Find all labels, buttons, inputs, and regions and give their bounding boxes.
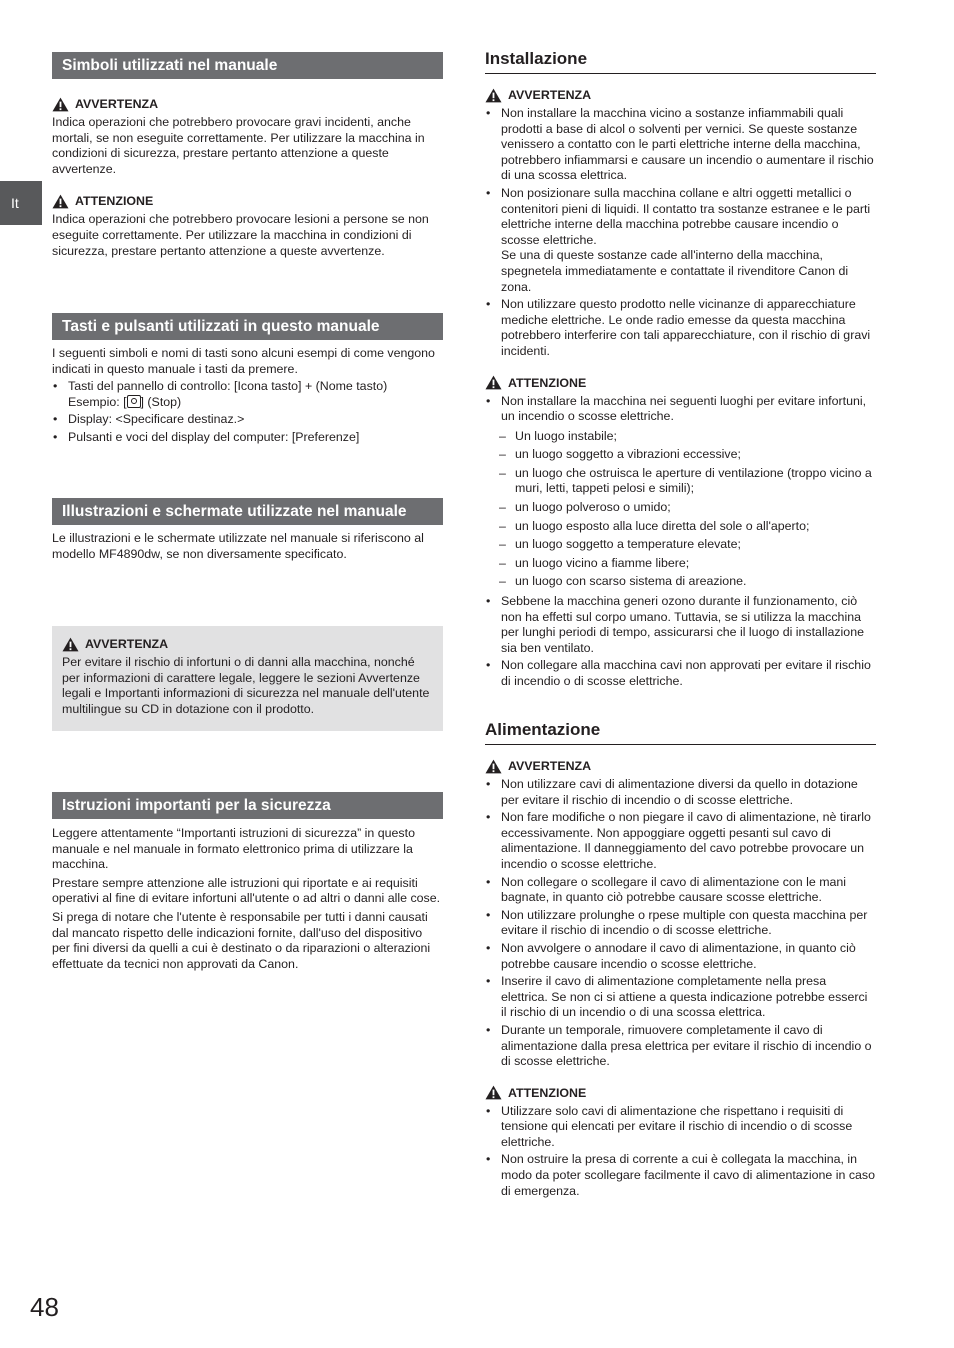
section-title: Simboli utilizzati nel manuale bbox=[52, 52, 443, 79]
section-heading: Installazione bbox=[485, 49, 876, 74]
list-item: – un luogo soggetto a temperature elevate; bbox=[485, 537, 876, 553]
list-item: • Non collegare o scollegare il cavo di alimentazione con le mani bagnate, in quanto ciò potrebbe causare scosse elettriche. bbox=[485, 875, 876, 906]
list-item: • Non avvolgere o annodare il cavo di alimentazione, in quanto ciò potrebbe causare incendio o scosse elettriche. bbox=[485, 941, 876, 972]
legal-warning-text: Per evitare il rischio di infortuni o di danni alla macchina, nonché per informazioni di carattere legale, leggere le sezioni Avvertenze legali e Importanti informazioni di sicurezza nel manuale dell'utente multilingue su CD in dotazione con il prodotto. bbox=[62, 655, 430, 716]
list-item: • Non utilizzare questo prodotto nelle vicinanze di apparecchiature mediche elettriche. Le onde radio emesse da questa macchina potrebbero interferire con tali apparecchiature, con il rischio di gravi incidenti. bbox=[485, 297, 876, 359]
section-title: Istruzioni importanti per la sicurezza bbox=[52, 792, 443, 819]
caution-label bbox=[52, 193, 443, 209]
list-item: – un luogo vicino a fiamme libere; bbox=[485, 556, 876, 572]
installazione-caution-list bbox=[485, 394, 876, 425]
alimentazione-caution-list bbox=[485, 1104, 876, 1200]
warning-label bbox=[485, 758, 876, 774]
list-item: – un luogo esposto alla luce diretta del sole o all'aperto; bbox=[485, 519, 876, 535]
section-istruzioni bbox=[52, 792, 443, 972]
legal-warning-box bbox=[52, 626, 443, 731]
istruzioni-p3: Si prega di notare che l'utente è responsabile per tutti i danni causati dal mancato rispetto delle indicazioni fornite, dall'uso del dispositivo per fini diversi da quelli a cui è destinato o da riparazioni o alterazioni effettuate da tecnici non approvati da Canon. bbox=[52, 909, 431, 971]
illustrazioni-text: Le illustrazioni e le schermate utilizzate nel manuale si riferiscono al modello MF4890dw, se non diversamente specificato. bbox=[52, 531, 424, 561]
caution-text: Indica operazioni che potrebbero provocare lesioni a persone se non eseguite correttamente. Per utilizzare la macchina in condizioni di sicurezza, prestare pertanto attenzione a queste avvertenze. bbox=[52, 212, 429, 258]
warning-icon bbox=[52, 97, 69, 112]
alimentazione-warning-list bbox=[485, 777, 876, 1070]
section-heading: Alimentazione bbox=[485, 720, 876, 745]
section-simboli bbox=[52, 52, 443, 259]
list-item: – un luogo polveroso o umido; bbox=[485, 500, 876, 516]
section-installazione bbox=[485, 49, 876, 692]
list-item bbox=[52, 379, 443, 410]
list-item: • Non installare la macchina vicino a sostanze infiammabili quali prodotti a base di alcol o solventi per vernici. Se queste sostanze venissero a contatto con le parti elettriche interne della macchina, potrebbero infiammarsi e causare un incendio o aumentare il rischio di una scossa elettrica. bbox=[485, 106, 876, 184]
language-tab: It bbox=[0, 181, 42, 225]
section-title: Illustrazioni e schermate utilizzate nel manuale bbox=[52, 498, 443, 525]
list-item-text: Non posizionare sulla macchina collane e altri oggetti metallici o contenitori pieni di liquidi. Il contatto tra sostanze estranee e le parti elettriche interne della macchina potrebbe causare incendio o scosse elettriche. bbox=[501, 185, 871, 247]
caution-label-text: ATTENZIONE bbox=[508, 375, 587, 390]
istruzioni-p2: Prestare sempre attenzione alle istruzioni qui riportate e ai requisiti operativi al fine di evitare infortuni all'utente o ad altri o danni alle cose. bbox=[52, 875, 441, 906]
list-item-text: Tasti del pannello di controllo: [Icona tasto] + (Nome tasto) bbox=[68, 379, 388, 394]
list-item: • Sebbene la macchina generi ozono durante il funzionamento, ciò non ha effetti sul corpo umano. Tuttavia, se si utilizza la macchina per lunghi periodi di tempo, assicurarsi che il luogo di installazione sia ben ventilato. bbox=[485, 594, 876, 656]
list-item: – un luogo soggetto a vibrazioni eccessive; bbox=[485, 447, 876, 463]
warning-icon bbox=[485, 375, 502, 390]
list-item: – Un luogo instabile; bbox=[485, 429, 876, 445]
warning-label-text: AVVERTENZA bbox=[508, 759, 592, 773]
list-item-text: Non installare la macchina nei seguenti luoghi per evitare infortuni, un incendio o scosse elettriche. bbox=[501, 393, 867, 424]
warning-label-text: AVVERTENZA bbox=[75, 97, 159, 111]
example-prefix: Esempio: [ bbox=[68, 394, 127, 409]
installazione-warning-list bbox=[485, 106, 876, 360]
tasti-intro: I seguenti simboli e nomi di tasti sono alcuni esempi di come vengono indicati in questo manuale i tasti da premere. bbox=[52, 346, 435, 376]
list-item: • Display: <Specificare destinaz.> bbox=[52, 412, 443, 428]
page-number: 48 bbox=[30, 1292, 59, 1322]
caution-label bbox=[485, 1085, 876, 1101]
warning-icon bbox=[52, 194, 69, 209]
section-alimentazione bbox=[485, 720, 876, 1201]
list-item: • Durante un temporale, rimuovere completamente il cavo di alimentazione dalla presa elettrica per evitare il rischio di incendio o di scosse elettriche. bbox=[485, 1023, 876, 1070]
warning-label-text: AVVERTENZA bbox=[85, 637, 169, 651]
section-title: Tasti e pulsanti utilizzati in questo manuale bbox=[52, 313, 443, 340]
warning-label bbox=[485, 87, 876, 103]
list-item: • Non utilizzare prolunghe o rpese multiple con questa macchina per evitare il rischio di incendio o di scosse elettriche. bbox=[485, 908, 876, 939]
section-illustrazioni bbox=[52, 498, 443, 562]
installazione-caution-list-2 bbox=[485, 594, 876, 690]
list-item: • Utilizzare solo cavi di alimentazione che rispettano i requisiti di tensione qui elencati per evitare il rischio di incendio o di scosse elettriche. bbox=[485, 1104, 876, 1151]
istruzioni-p1: Leggere attentamente “Importanti istruzioni di sicurezza” in questo manuale e nel manuale in formato elettronico prima di utilizzare la macchina. bbox=[52, 826, 415, 872]
warning-icon bbox=[485, 759, 502, 774]
list-item: – un luogo che ostruisca le aperture di ventilazione (troppo vicino a muri, letti, tappeti pelosi e simili); bbox=[485, 466, 876, 497]
list-item: • Pulsanti e voci del display del computer: [Preferenze] bbox=[52, 430, 443, 446]
tasti-list bbox=[52, 379, 443, 445]
warning-text: Indica operazioni che potrebbero provocare gravi incidenti, anche mortali, se non eseguite correttamente. Per utilizzare la macchina in condizioni di sicurezza, prestare pertanto attenzione a queste avvertenze. bbox=[52, 115, 425, 176]
stop-key-icon bbox=[127, 395, 141, 408]
list-item: – un luogo con scarso sistema di areazione. bbox=[485, 574, 876, 590]
list-item bbox=[485, 186, 876, 295]
example-suffix: ] (Stop) bbox=[140, 394, 182, 409]
list-item-extra: Se una di queste sostanze cade all'interno della macchina, spegnetela immediatamente e contattate il rivenditore Canon di zona. bbox=[501, 248, 849, 294]
warning-icon bbox=[62, 637, 79, 652]
warning-icon bbox=[485, 88, 502, 103]
warning-label bbox=[52, 96, 443, 112]
section-tasti bbox=[52, 313, 443, 448]
list-item: • Non ostruire la presa di corrente a cui è collegata la macchina, in modo da poter scollegare facilmente il cavo di alimentazione in caso di emergenza. bbox=[485, 1152, 876, 1199]
list-item bbox=[485, 394, 876, 425]
places-list bbox=[485, 429, 876, 590]
list-item: • Non utilizzare cavi di alimentazione diversi da quello in dotazione per evitare il rischio di incendio o di scosse elettriche. bbox=[485, 777, 876, 808]
warning-label bbox=[62, 636, 433, 652]
list-item: • Non fare modifiche o non piegare il cavo di alimentazione, nè tirarlo eccessivamente. Non appoggiare oggetti pesanti sul cavo di alimentazione. Il danneggiamento del cavo potrebbe provocare un incendio o scosse elettriche. bbox=[485, 810, 876, 872]
list-item: • Non collegare alla macchina cavi non approvati per evitare il rischio di incendio o di scosse elettriche. bbox=[485, 658, 876, 689]
list-item: • Inserire il cavo di alimentazione completamente nella presa elettrica. Se non ci si attiene a questa indicazione potrebbe esserci il rischio di un incendio o di una scossa elettrica. bbox=[485, 974, 876, 1021]
caution-label bbox=[485, 375, 876, 391]
warning-label-text: AVVERTENZA bbox=[508, 88, 592, 102]
warning-icon bbox=[485, 1085, 502, 1100]
caution-label-text: ATTENZIONE bbox=[508, 1085, 587, 1100]
caution-label-text: ATTENZIONE bbox=[75, 194, 154, 209]
